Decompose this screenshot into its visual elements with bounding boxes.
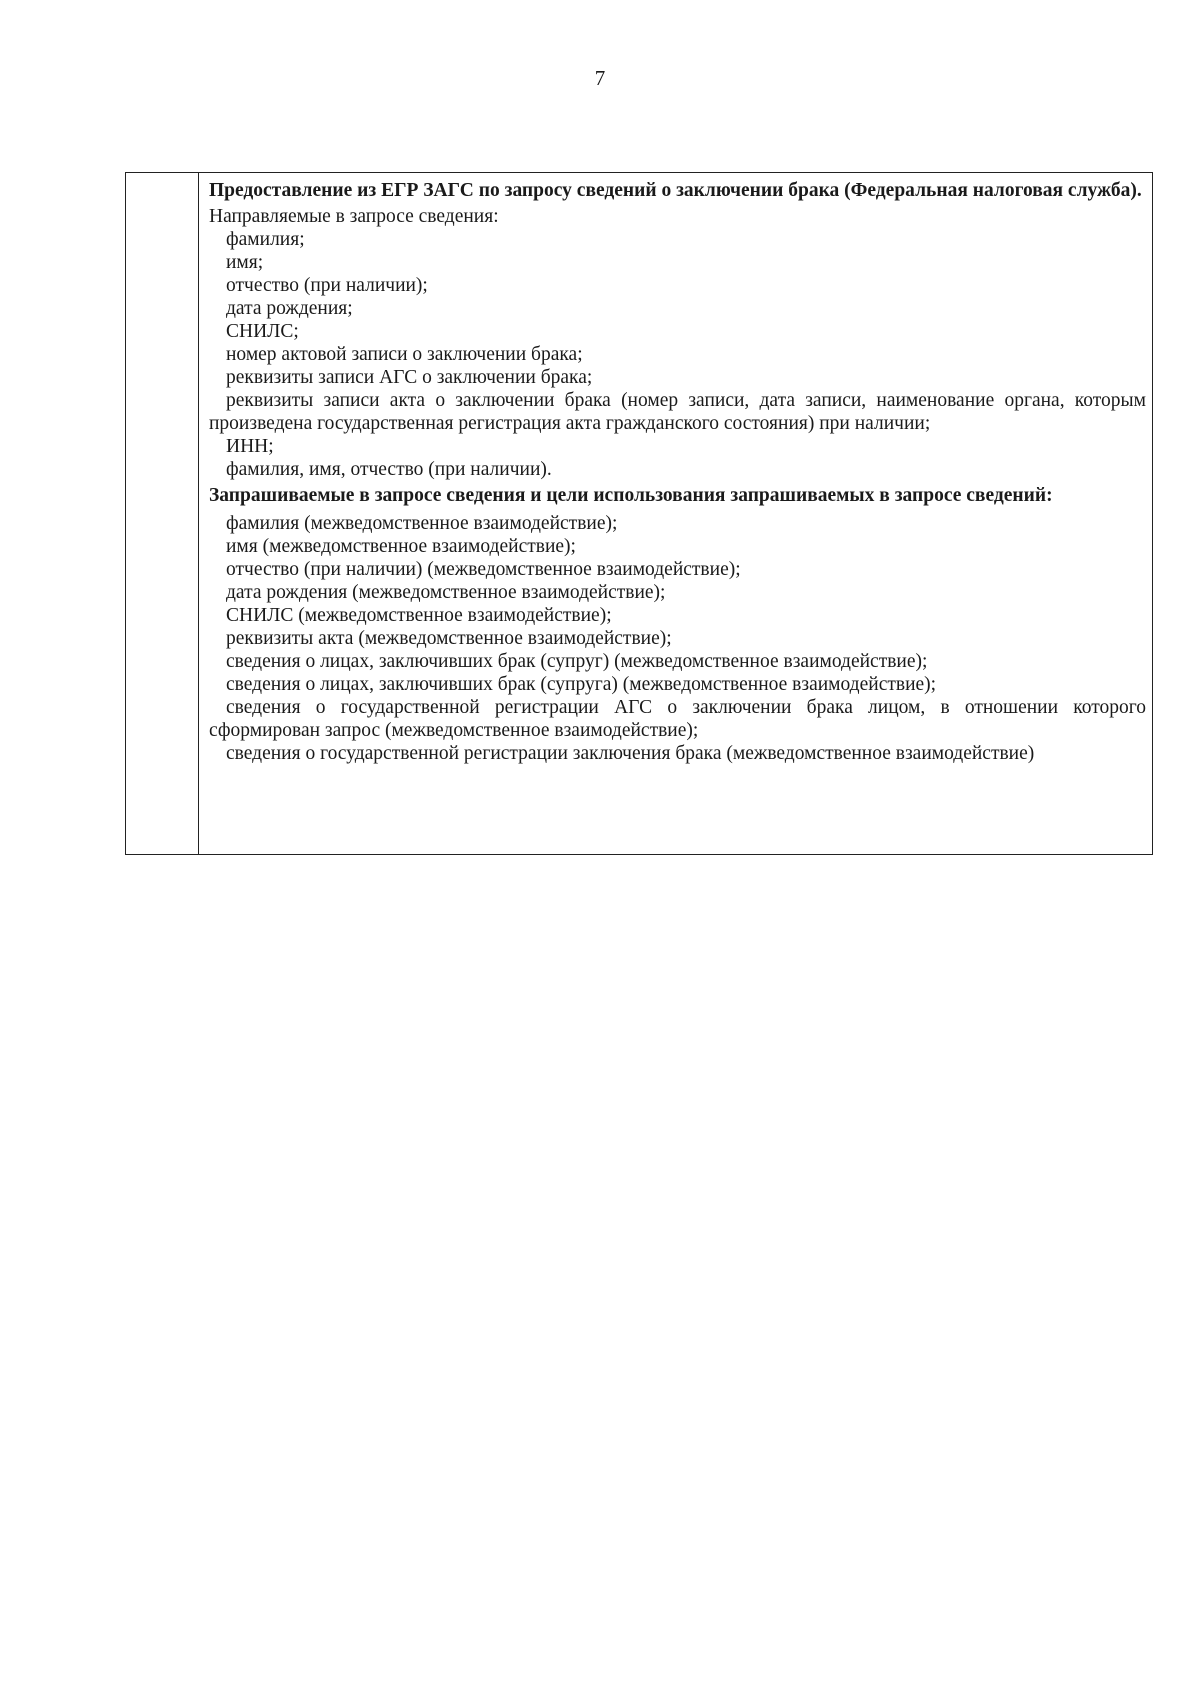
list-item: фамилия; (226, 229, 305, 250)
list-item: имя (межведомственное взаимодействие); (226, 536, 576, 557)
section1-subheading: Направляемые в запросе сведения: (209, 206, 499, 227)
list-item: сведения о государственной регистрации АГС о заключении брака лицом, в отношении которого сформирован запрос (межведомственное взаимодействие); (209, 697, 1146, 741)
list-item: дата рождения (межведомственное взаимодействие); (226, 582, 666, 603)
list-item: СНИЛС; (226, 321, 299, 342)
list-item: сведения о лицах, заключивших брак (супруга) (межведомственное взаимодействие); (226, 674, 937, 695)
list-item: отчество (при наличии) (межведомственное взаимодействие); (226, 559, 741, 580)
list-item: отчество (при наличии); (226, 275, 428, 296)
section1-heading: Предоставление из ЕГР ЗАГС по запросу сведений о заключении брака (Федеральная налоговая служба). (209, 180, 1142, 201)
list-item: фамилия, имя, отчество (при наличии). (226, 459, 552, 480)
list-item: реквизиты записи акта о заключении брака (номер записи, дата записи, наименование органа, которым произведена государственная регистрация акта гражданского состояния) при наличии; (209, 390, 1146, 434)
table-left-column (126, 173, 199, 854)
document-table (125, 172, 1153, 855)
list-item: дата рождения; (226, 298, 353, 319)
list-item: реквизиты акта (межведомственное взаимодействие); (226, 628, 672, 649)
list-item: фамилия (межведомственное взаимодействие); (226, 513, 618, 534)
table-content-cell (199, 173, 1152, 854)
list-item: реквизиты записи АГС о заключении брака; (226, 367, 593, 388)
list-item: ИНН; (226, 436, 274, 457)
list-item: номер актовой записи о заключении брака; (226, 344, 583, 365)
list-item: СНИЛС (межведомственное взаимодействие); (226, 605, 612, 626)
list-item: сведения о лицах, заключивших брак (супруг) (межведомственное взаимодействие); (226, 651, 928, 672)
list-item: имя; (226, 252, 264, 273)
section2-heading: Запрашиваемые в запросе сведения и цели использования запрашиваемых в запросе сведений: (209, 485, 1053, 506)
list-item: сведения о государственной регистрации заключения брака (межведомственное взаимодействие) (226, 743, 1035, 764)
page-number: 7 (594, 66, 606, 90)
